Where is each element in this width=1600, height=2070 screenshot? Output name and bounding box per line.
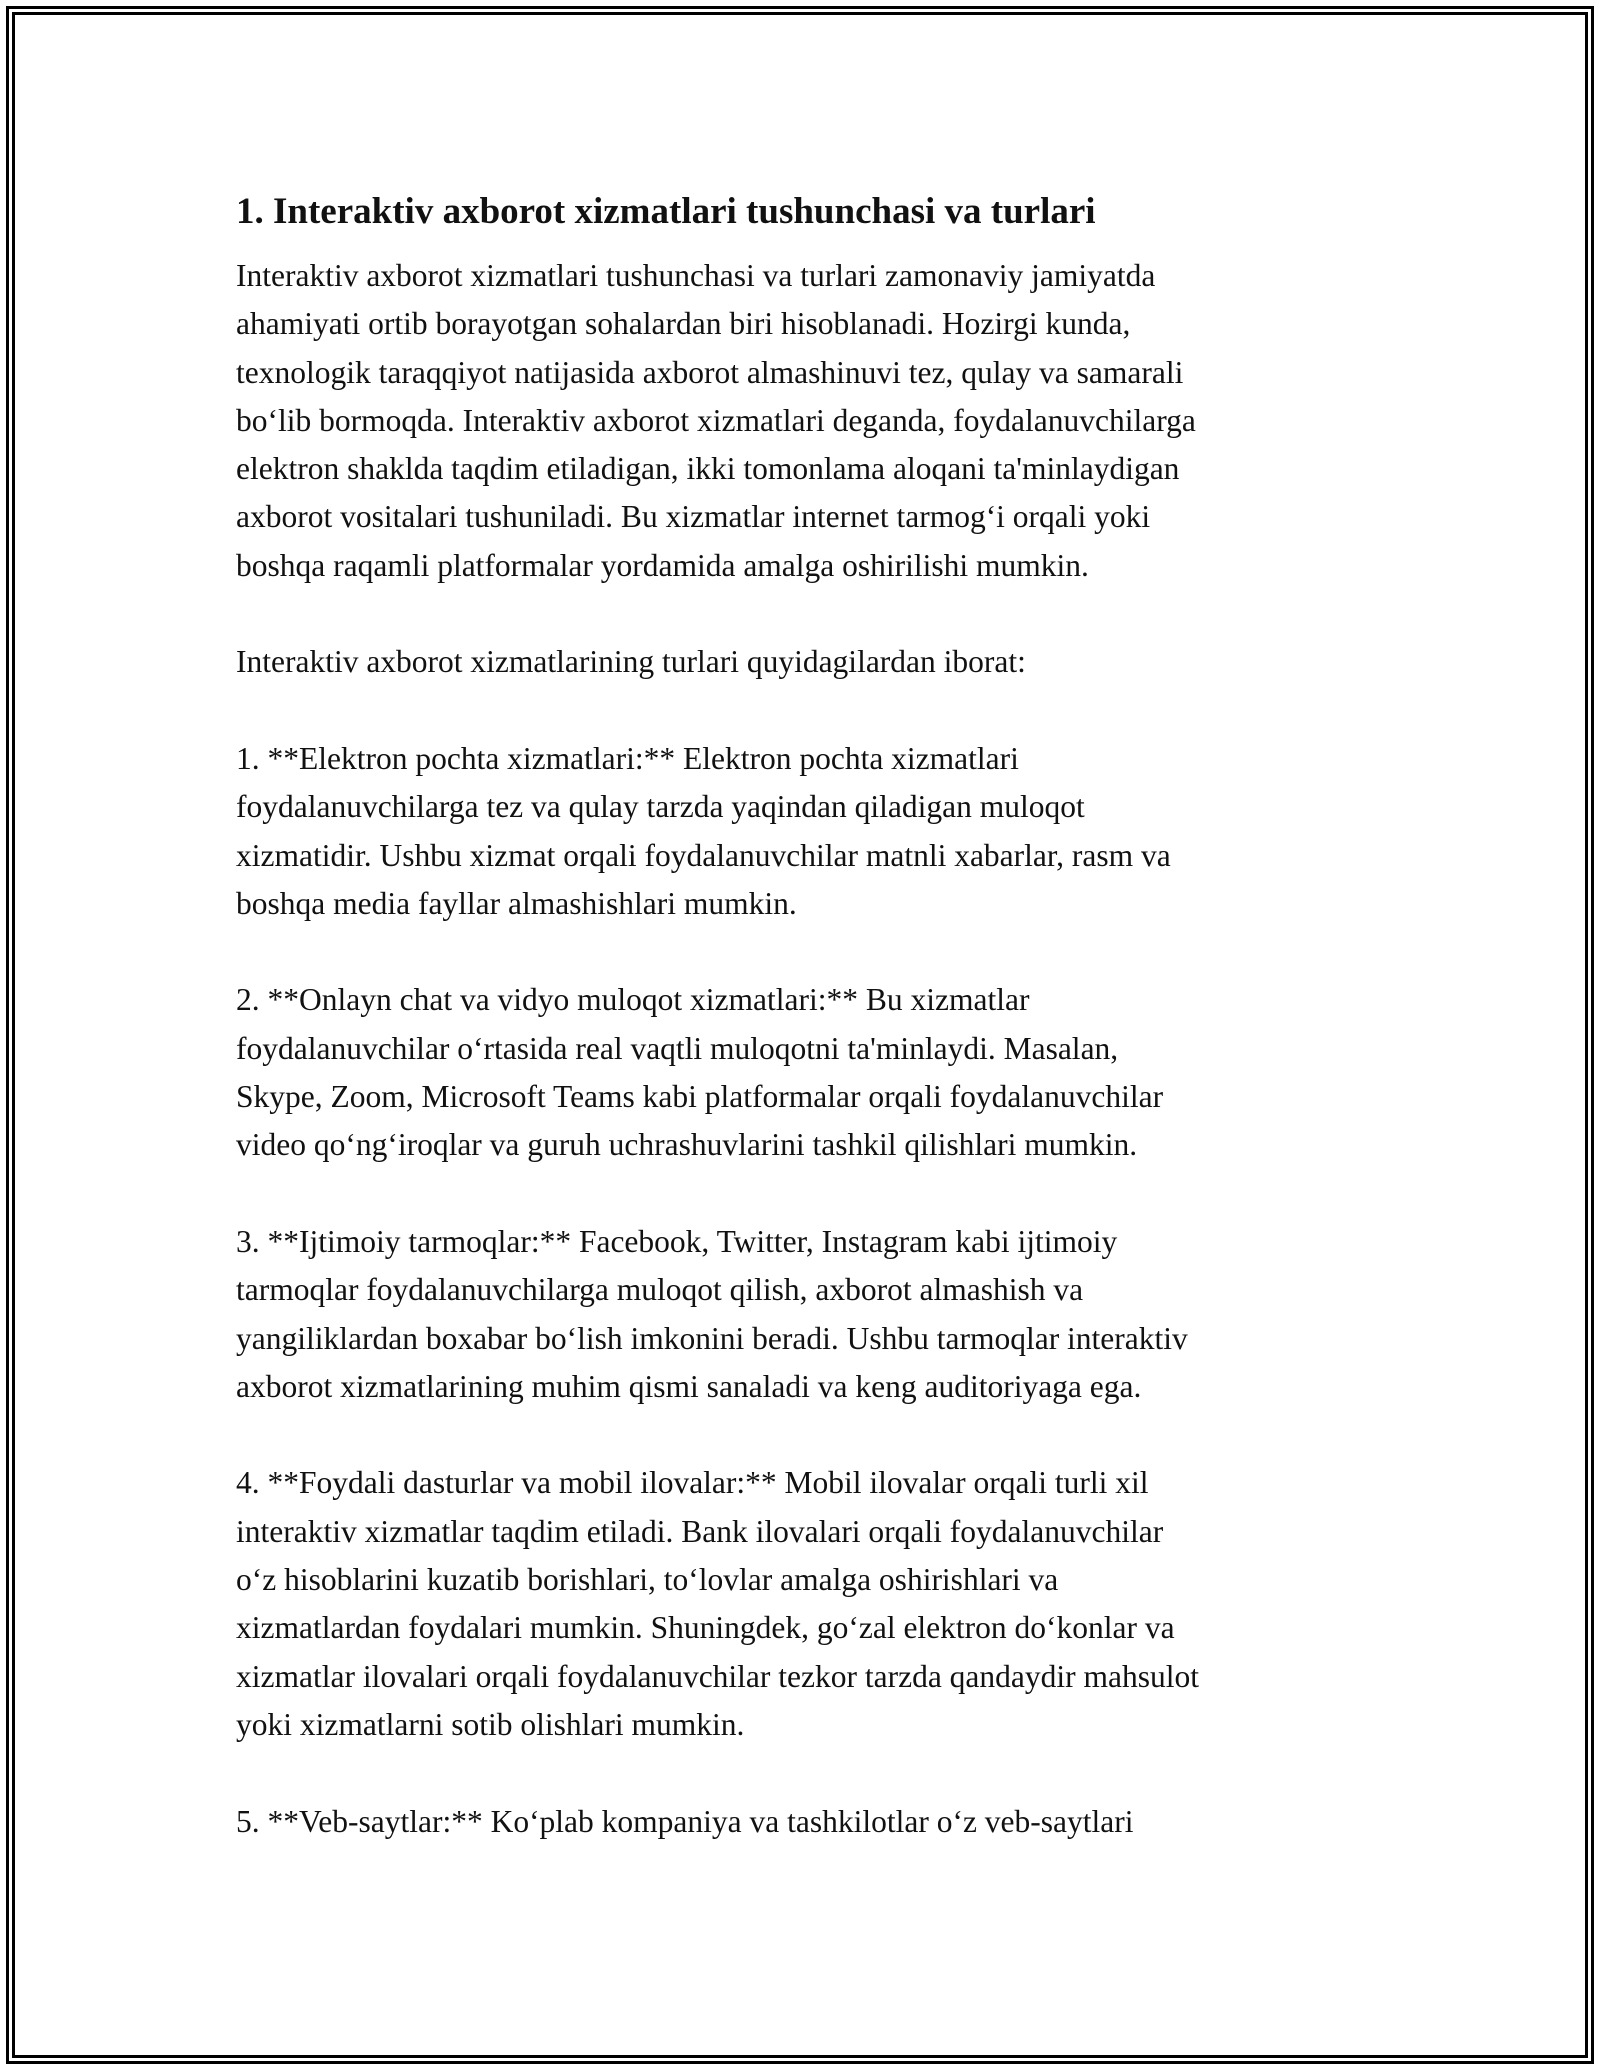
text-line: xizmatlar ilovalari orqali foydalanuvchilar tezkor tarzda qandaydir mahsulot bbox=[236, 1658, 1199, 1694]
text-line: 4. **Foydali dasturlar va mobil ilovalar:** Mobil ilovalar orqali turli xil bbox=[236, 1465, 1149, 1501]
list-item-websites bbox=[236, 1798, 1366, 1846]
text-line: boshqa media fayllar almashishlari mumkin. bbox=[236, 885, 797, 921]
text-line: 1. **Elektron pochta xizmatlari:** Elektron pochta xizmatlari bbox=[236, 740, 1019, 776]
document-body bbox=[236, 188, 1366, 1894]
text-line: Skype, Zoom, Microsoft Teams kabi platformalar orqali foydalanuvchilar bbox=[236, 1079, 1164, 1115]
text-line: xizmatlardan foydalari mumkin. Shuningdek, goʻzal elektron doʻkonlar va bbox=[236, 1610, 1175, 1646]
text-line: interaktiv xizmatlar taqdim etiladi. Bank ilovalari orqali foydalanuvchilar bbox=[236, 1513, 1164, 1549]
paragraph-intro bbox=[236, 252, 1366, 590]
text-line: Interaktiv axborot xizmatlari tushunchasi va turlari zamonaviy jamiyatda bbox=[236, 258, 1156, 293]
paragraph-types-intro bbox=[236, 638, 1366, 686]
text-line: 3. **Ijtimoiy tarmoqlar:** Facebook, Twitter, Instagram kabi ijtimoiy bbox=[236, 1223, 1118, 1259]
text-line: yoki xizmatlarni sotib olishlari mumkin. bbox=[236, 1706, 745, 1742]
text-line: foydalanuvchilar oʻrtasida real vaqtli muloqotni ta'minlaydi. Masalan, bbox=[236, 1030, 1119, 1066]
text-line: 5. **Veb-saytlar:** Koʻplab kompaniya va tashkilotlar oʻz veb-saytlari bbox=[236, 1803, 1134, 1839]
list-item-chat bbox=[236, 976, 1366, 1169]
text-line: axborot vositalari tushuniladi. Bu xizmatlar internet tarmogʻi orqali yoki bbox=[236, 499, 1151, 535]
text-line: tarmoqlar foydalanuvchilarga muloqot qilish, axborot almashish va bbox=[236, 1272, 1084, 1308]
text-line: Interaktiv axborot xizmatlarining turlari quyidagilardan iborat: bbox=[236, 644, 1026, 680]
section-heading: 1. Interaktiv axborot xizmatlari tushunchasi va turlari bbox=[236, 191, 1096, 232]
text-line: yangiliklardan boxabar boʻlish imkonini beradi. Ushbu tarmoqlar interaktiv bbox=[236, 1320, 1188, 1356]
text-line: foydalanuvchilarga tez va qulay tarzda yaqindan qiladigan muloqot bbox=[236, 789, 1085, 825]
list-item-apps bbox=[236, 1459, 1366, 1749]
text-line: boshqa raqamli platformalar yordamida amalga oshirilishi mumkin. bbox=[236, 547, 1089, 583]
text-line: boʻlib bormoqda. Interaktiv axborot xizmatlari deganda, foydalanuvchilarga bbox=[236, 402, 1196, 438]
list-item-email bbox=[236, 735, 1366, 928]
text-line: texnologik taraqqiyot natijasida axborot almashinuvi tez, qulay va samarali bbox=[236, 354, 1184, 390]
text-line: xizmatidir. Ushbu xizmat orqali foydalanuvchilar matnli xabarlar, rasm va bbox=[236, 837, 1171, 873]
text-line: 2. **Onlayn chat va vidyo muloqot xizmatlari:** Bu xizmatlar bbox=[236, 982, 1030, 1018]
text-line: ahamiyati ortib borayotgan sohalardan biri hisoblanadi. Hozirgi kunda, bbox=[236, 306, 1131, 342]
text-line: oʻz hisoblarini kuzatib borishlari, toʻlovlar amalga oshirishlari va bbox=[236, 1562, 1059, 1598]
list-item-social bbox=[236, 1218, 1366, 1411]
text-line: axborot xizmatlarining muhim qismi sanaladi va keng auditoriyaga ega. bbox=[236, 1368, 1142, 1404]
text-line: elektron shaklda taqdim etiladigan, ikki tomonlama aloqani ta'minlaydigan bbox=[236, 451, 1180, 487]
text-line: video qoʻngʻiroqlar va guruh uchrashuvlarini tashkil qilishlari mumkin. bbox=[236, 1127, 1138, 1163]
